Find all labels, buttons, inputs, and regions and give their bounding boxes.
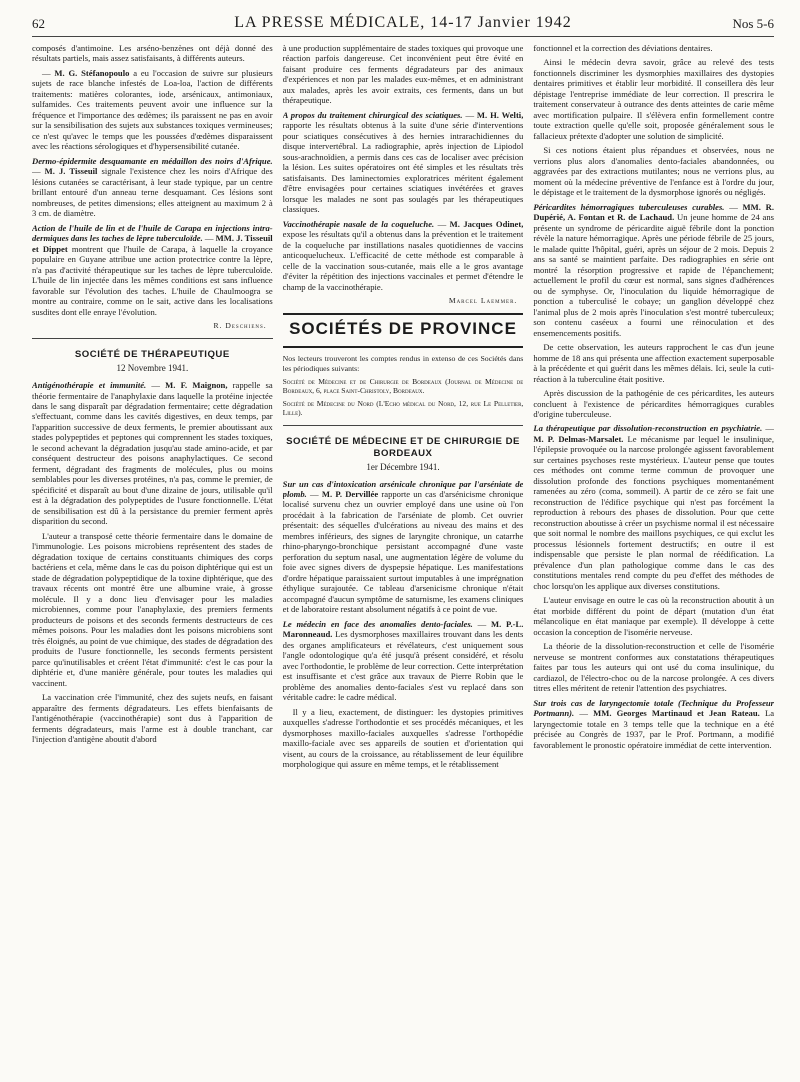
topic-title: Sur trois cas de laryngectomie totale (Technique du Professeur Portmann). xyxy=(533,697,775,719)
paragraph: Péricardites hémorragiques tuberculeuses curables. — MM. R. Dupérié, A. Fontan et R. de Lachaud. Un jeune homme de 24 ans présente un syndrome de péricardite aiguë fébrile dont la ponction révèle la nature hémorragique. Après une période fébrile de 25 jours, le malade quitte l'hôpital, guéri, après un séjour de 2 mois. Depuis 2 ans sa santé se maintient parfaite. Des radiographies en série ont montré la résorption progressive et rapide de l'épanchement; actuellement le profil du cœur est normal, sans signes d'adhérences ou de symphyse. Or, l'inoculation du liquide hémorragique de ponction a tuberculisé le cobaye; un ganglion développé chez l'animal plus de 2 mois après l'inoculation s'est montré tuberculeux; son contenu caséeux a fourni une réinoculation et des ensemencements positifs. xyxy=(533,201,775,338)
author: M. P. Dervillée xyxy=(321,488,379,499)
column-3 xyxy=(533,43,774,1081)
paragraph: Sur trois cas de laryngectomie totale (Technique du Professeur Portmann). — MM. Georges Martinaud et Jean Rateau. La laryngectomie totale en 3 temps telle que la technique en a été précisée au Congrès de 1937, par le Prof. Portmann, a modifié favorablement le pronostic opératoire immédiat de cette intervention. xyxy=(533,697,775,750)
page-header xyxy=(32,14,774,37)
author: M. G. Stéfanopoulo xyxy=(54,67,130,78)
column-2 xyxy=(283,43,524,1081)
paragraph: Dermo-épidermite desquamante en médaillon des noirs d'Afrique. — M. J. Tisseuil signale l'existence chez les noirs d'Afrique des lésions cutanées se caractérisant, à leur stade typique, par un centre brillant entouré d'un anneau terne desquamant. Ces lésions sont nombreuses, de petites dimensions; elles atteignent au maximum 2 à 3 cm. de diamètre. xyxy=(32,155,273,219)
divider xyxy=(283,346,524,348)
topic-title: Vaccinothérapie nasale de la coqueluche. xyxy=(282,218,435,229)
author: M. H. Welti, xyxy=(476,109,524,120)
journal-entry: Société de Médecine du Nord (L'Echo médical du Nord, 12, rue Le Pelletier, Lille). xyxy=(282,398,524,417)
author: M. P. Delmas-Marsalet. xyxy=(533,433,624,444)
issue-number: Nos 5-6 xyxy=(732,16,774,31)
divider xyxy=(32,338,273,339)
body-text: montrent que l'huile de Carapa, à laquelle la croyance populaire en Guyane attribue une action protectrice contre la lèpre, n'a pas d'activité thérapeutique sur les taches de lèpre tuberculoïde. L'huile de lin injectée dans les mêmes conditions est sans influence favorable sur l'évolution des taches. L'huile de Chaulmoogra se montre au contraire, comme on le sait, active dans les localisations susdites dont elle enraye l'évolution. xyxy=(32,243,273,317)
paragraph: Il y a lieu, exactement, de distinguer: les dystopies primitives auxquelles s'adresse l'orthodontie et ses procédés mécaniques, et les dysmorphoses maxillo-faciales auxquelles s'adresse l'orthopédie maxillo-faciale avec ses appareils de soutien et d'orientation qui visent, au cours de la croissance, au rétablissement de leur équilibre morphologique qui assure en même temps, et le rétablissement xyxy=(282,706,524,770)
journal-entry: Société de Médecine et de Chirurgie de Bordeaux (Journal de Médecine de Bordeaux, 6, place Saint-Christoly, Bordeaux. xyxy=(282,377,524,396)
paragraph: — M. G. Stéfanopoulo a eu l'occasion de suivre sur plusieurs sujets de race blanche infestés de Loa-loa, l'action de différents traitements: matières colorantes, iode, arsénicaux, antimoniaux, sulfamides. Ces traitements peuvent avoir une influence sur la fréquence et l'importance des œdèmes; ils paraissent ne pas en avoir sur la sensibilisation des sujets aux substances toxiques vermineuses; ce n'est qu'avec le temps que les poussées d'œdèmes disparaissent avec les réactions sérologiques et d'hypersensibilité cutanée. xyxy=(32,67,273,152)
paragraph: L'auteur envisage en outre le cas où la reconstruction aboutit à un état morbide différent du point de départ (mutation d'un état mélancolique en état maniaque par exemple). Il développe à cette occasion la conception de l'isomérie nerveuse. xyxy=(533,595,775,637)
paragraph: à une production supplémentaire de stades toxiques qui provoque une réaction parfois dangereuse. Cet inconvénient peut être évité en faisant produire ces ferments dégradateurs par des animaux d'expériences et non par les malades eux-mêmes, et en administrant aux malades, après les avoir extraits, ces ferments, dans un but thérapeutique. xyxy=(282,43,524,106)
paragraph: La thérapeutique par dissolution-reconstruction en psychiatrie. — M. P. Delmas-Marsalet. Le mécanisme par lequel le insulinique, l'épilepsie provoquée ou la narcose prolongée agissent favorablement sur certaines psychoses reste mystérieux. L'auteur pense que toutes ces méthodes ont comme terme commun de provoquer une dissolution profonde des fonctions psychiques momentanément ramenées au zéro (coma, sommeil). A partir de ce zéro se fait une reconstruction de l'édifice psychique qui n'est pas forcément la reproduction à rebours des phases de dissolution. Pour que cette reconstruction aboutisse à créer un psychisme normal il est nécessaire que soit normal le nombre des maillons psychiques, ce qui exclut les processus lésionnels fortement destructifs; en outre il est indispensable que persiste le plan normal de réédification. La prévalence d'un plan pathologique comme dans le cas des constitutions mentales rend compte du peu d'effet des méthodes de choc lorsqu'on les applique aux diverses constitutions. xyxy=(533,423,775,591)
paragraph: La théorie de la dissolution-reconstruction et celle de l'isomérie nerveuse se montrent conformes aux constatations thérapeutiques faites par tous les auteurs qui ont usé du coma insulinique, du cardiazol, de l'électro-choc ou de la narcose prolongée. A ces divers titres elles méritent de retenir l'attention des psychiatres. xyxy=(533,641,775,694)
paragraph: Si ces notions étaient plus répandues et observées, nous ne verrions plus alors d'anomalies dento-faciales abandonnées, ou aggravées par des extractions mutilantes; nous ne verrions plus, au moment où la médecine préventive de l'enfance est à l'ordre du jour, le dépistage et le traitement de la dysmorphose ignorés ou négligés. xyxy=(533,145,775,198)
paragraph: Vaccinothérapie nasale de la coqueluche. — M. Jacques Odinet, expose les résultats qu'il a obtenus dans la prévention et le traitement de la coqueluche par instillations nasales quotidiennes de vaccins anticoquelucheux. L'efficacité de cette méthode est comparable à celle de la vaccination sous-cutanée, mais elle a le gros avantage d'éviter la répétition des injections vaccinales et permet d'étendre le champ de la vaccinothérapie. xyxy=(282,218,524,292)
signature: Marcel Laemmer. xyxy=(448,296,518,306)
body-text: signale l'existence chez les noirs d'Afrique des lésions cutanées se caractérisant, à leur stade typique, par un centre brillant entouré d'un anneau terne desquamant. Ces lésions sont nombreuses, de petites dimensions; elles atteignent au maximum 2 à 3 cm. de diamètre. xyxy=(32,166,273,219)
topic-title: Le médecin en face des anomalies dento-faciales. xyxy=(282,618,473,629)
divider xyxy=(283,313,524,315)
text-columns xyxy=(32,43,774,1081)
paragraph: A propos du traitement chirurgical des sciatiques. — M. H. Welti, rapporte les résultats obtenus à la suite d'une série d'interventions pour sciatiques consécutives à des hernies intrarachidiennes du disque intervertébral. La radiographie, après injection de Lipiodol sous-arachnoïdien, a permis dans ces cas de localiser avec précision la lésion. Les suites opératoires ont été simples et les résultats très satisfaisants. Des laminectomies exploratrices méritent également d'être envisagées pour certaines sciatiques invétérées et graves lorsque les malades ne sont pas soulagés par les thérapeutiques classiques. xyxy=(282,109,524,215)
body-text: a eu l'occasion de suivre sur plusieurs sujets de race blanche infestés de Loa-loa, l'action de différents traitements: matières colorantes, iode, arsénicaux, antimoniaux, sulfamides. Ces traitements peuvent avoir une influence sur la fréquence et l'importance des œdèmes; ils paraissent ne pas en avoir sur la sensibilisation des sujets aux substances toxiques vermineuses; ce n'est qu'avec le temps que les poussées d'œdèmes disparaissent avec les réactions sérologiques et d'hypersensibilité cutanée. xyxy=(32,67,273,152)
body-text: rapporte un cas d'arsénicisme chronique localisé survenu chez un ouvrier employé dans une usine où l'on procédait à la fabrication de l'arséniate de plomb. Cet ouvrier présentait: des séquelles d'ulcérations au niveau des mains et des membres inférieurs, des signes de laryngite chronique, un catarrhe rhino-pharyngo-bronchique persistant accompagné d'une vaste perforation du septum nasal, une augmentation légère de volume du foie avec signes divers de dyspepsie hépatique. Les manifestations d'ordre hépatique paraissaient surtout imputables à une imprégnation éthylique surajoutée. Ce tableau d'arsenicisme chronique n'était accompagné d'aucun symptôme de saturnisme, les examens cliniques et de laboratoire restant absolument négatifs à ce point de vue. xyxy=(282,488,524,615)
body-text: rapporte les résultats obtenus à la suite d'une série d'interventions pour sciatiques consécutives à des hernies intrarachidiennes du disque intervertébral. La radiographie, après injection de Lipiodol sous-arachnoïdien, a permis dans ces cas de localiser avec précision la lésion. Les suites opératoires ont été simples et les résultats très satisfaisants. Des laminectomies exploratrices méritent également d'être envisagées pour certaines sciatiques invétérées et graves lorsque les malades ne sont pas soulagés par les thérapeutiques classiques. xyxy=(282,120,524,215)
topic-title: A propos du traitement chirurgical des sciatiques. xyxy=(282,109,463,120)
paragraph: composés d'antimoine. Les arséno-benzènes ont déjà donné des résultats partiels, mais assez satisfaisants, à différents auteurs. xyxy=(32,43,273,64)
topic-title: La thérapeutique par dissolution-reconstruction en psychiatrie. xyxy=(533,423,763,434)
section-title: SOCIÉTÉ DE THÉRAPEUTIQUE xyxy=(74,349,230,361)
topic-title: Péricardites hémorragiques tuberculeuses curables. xyxy=(533,201,725,212)
paragraph: La vaccination crée l'immunité, chez des sujets neufs, en faisant apparaître des ferments dégradateurs. Les effets bienfaisants de l'antigénothérapie (vaccinothérapie) sont dus à l'apparition de ferments dégradateurs, mais l'arme est à double tranchant, car l'injection d'antigène aboutit d'abord xyxy=(32,692,273,745)
topic-title: Dermo-épidermite desquamante en médaillon des noirs d'Afrique. xyxy=(32,155,273,166)
body-text: Un jeune homme de 24 ans présente un syndrome de péricardite aiguë fébrile dont la ponction révèle la nature hémorragique. Après une période fébrile de 25 jours, le malade quitte l'hôpital, guéri, après un séjour de 2 mois. Depuis 2 ans sa santé se maintient parfaite. Des radiographies en série ont montré la résorption progressive et rapide de l'épanchement; actuellement le profil du cœur est normal, sans signes d'adhérences ou de symphyse. Or, l'inoculation du liquide hémorragique de ponction a tuberculisé le cobaye; un ganglion développé chez l'animal plus de 2 mois après l'inoculation s'est montré tuberculeux; son contenu caséeux a fourni une réinoculation et des ensemencements positifs. xyxy=(533,212,775,338)
section-title: SOCIÉTÉ DE MÉDECINE ET DE CHIRURGIE DE BORDEAUX xyxy=(286,436,520,459)
column-1 xyxy=(32,43,273,1081)
divider xyxy=(283,425,524,426)
paragraph: Après discussion de la pathogénie de ces péricardites, les auteurs concluent à l'existence de péricardites hémorragiques curables d'origine tuberculeuse. xyxy=(533,388,775,419)
paragraph: fonctionnel et la correction des déviations dentaires. xyxy=(533,43,713,53)
journal-list xyxy=(283,377,524,417)
paragraph: Le médecin en face des anomalies dento-faciales. — M. P.-L. Maronneaud. Les dysmorphoses maxillaires trouvant dans les dents des organes amplificateurs et révélateurs, c'est uniquement sous l'angle odontologique qu'a été jusqu'à présent considéré, et résolu avec l'orthodontie, le problème de leur correction. Cette interprétation est insuffisante et c'est grâce aux travaux de Pierre Robin que le problème des anomalies dento-faciales s'est vu replacé dans son véritable cadre: le cadre médical. xyxy=(282,618,524,703)
section-date: 12 Novembre 1941. xyxy=(116,363,189,374)
paragraph: De cette observation, les auteurs rapprochent le cas d'un jeune homme de 18 ans qui présenta une affection exactement superposable à la précédente et qui guérit dans les mêmes délais. Ici, seule la cuti-réaction à la tuberculine était positive. xyxy=(533,342,775,384)
subscriber-notice: Nos lecteurs trouveront les comptes rendus in extenso de ces Sociétés dans les périodiques suivants: xyxy=(282,354,524,373)
author: M. P.-L. Maronneaud. xyxy=(282,618,524,640)
signature: R. Deschiens. xyxy=(213,321,267,331)
body-text: Le mécanisme par lequel le insulinique, l'épilepsie provoquée ou la narcose prolongée agissent favorablement sur certaines psychoses reste mystérieux. L'auteur pense que toutes ces méthodes ont comme terme commun de provoquer une dissolution profonde des fonctions psychiques momentanément ramenées au zéro (coma, sommeil). A partir de ce zéro se fait une reconstruction de l'édifice psychique qui n'est pas forcément la reproduction à rebours des phases de dissolution. Pour que cette reconstruction aboutisse à créer un psychisme normal il est nécessaire que soit normal le nombre des maillons psychiques, ce qui exclut les processus lésionnels fortement destructifs; en outre il est indispensable que persiste le plan normal de réédification. La prévalence d'un plan pathologique comme dans le cas des constitutions mentales rend compte du peu d'effet des méthodes de choc lorsqu'on les applique aux diverses constitutions. xyxy=(533,433,775,591)
topic-title: Antigénothérapie et immunité. xyxy=(32,380,147,391)
paragraph: Action de l'huile de lin et de l'huile de Carapa en injections intra-dermiques dans les taches de lèpre tuberculoïde. — MM. J. Tisseuil et Dippet montrent que l'huile de Carapa, à laquelle la croyance populaire en Guyane attribue une action protectrice contre la lèpre, n'a pas d'activité thérapeutique sur les taches de lèpre tuberculoïde. L'huile de lin injectée dans les mêmes conditions est sans influence favorable sur l'évolution des taches. L'huile de Chaulmoogra se montre au contraire, comme on le sait, active dans les localisations susdites dont elle enraye l'évolution. xyxy=(32,222,273,317)
journal-title: LA PRESSE MÉDICALE, 14-17 Janvier 1942 xyxy=(234,14,572,31)
author: MM. Georges Martinaud et Jean Rateau. xyxy=(593,708,760,719)
paragraph: Ainsi le médecin devra savoir, grâce au relevé des tests fonctionnels discriminer les dysmorphies maxillaires des dystopies dentaires primitives et établir leur morbidité. Il conseillera dès leur dépistage l'entreprise immédiate de leur correction. Il prescrira le traitement conservateur à outrance des dents atteintes de carie même avec mortification pulpaire. Il s'élèvera enfin formellement contre toute extraction quelle qu'elle soit, proposée généralement sous le fallacieux prétexte d'adopter une solution de simplicité. xyxy=(533,57,775,141)
author: M. F. Maignon, xyxy=(165,380,228,391)
section-banner: SOCIÉTÉS DE PROVINCE xyxy=(289,319,517,339)
paragraph: L'auteur a transposé cette théorie fermentaire dans le domaine de l'immunologie. Les poisons microbiens représentent des stades de dégradation toxique de certains constituants chimiques des corps bactériens et cela, même dans le cas du poison diphtérique qui est un stade de dégradation polypeptidique de la toxine diphtérique, que des travaux récents ont montré être une albumine vraie, à grosse molécule. Il y a donc lieu d'envisager pour les maladies microbiennes, comme pour l'anaphylaxie, des premiers ferments producteurs de poisons et des seconds ferments destructeurs de ces mêmes poisons. Pour les maladies dont les poisons microbiens sont très éloignés, au point de vue chimique, des stades de dégradation des produits de l'usure fonctionnelle, les seconds ferments persistent parce qu'inutilisables et créent l'état d'immunité: c'est le cas pour la diphtérie et, d'une manière générale, pour toutes les maladies qui vaccinent. xyxy=(32,530,273,688)
paragraph: Sur un cas d'intoxication arsénicale chronique par l'arséniate de plomb. — M. P. Dervillée rapporte un cas d'arsénicisme chronique localisé survenu chez un ouvrier employé dans une usine où l'on procédait à la fabrication de l'arséniate de plomb. Cet ouvrier présentait: des séquelles d'ulcérations au niveau des mains et des membres inférieurs, des signes de laryngite chronique, un catarrhe rhino-pharyngo-bronchique persistant accompagné d'une vaste perforation du septum nasal, une augmentation légère de volume du foie avec signes divers de dyspepsie hépatique. Les manifestations d'ordre hépatique paraissaient surtout imputables à une imprégnation éthylique surajoutée. Ce tableau d'arsenicisme chronique n'était accompagné d'aucun symptôme de saturnisme, les examens cliniques et de laboratoire restant absolument négatifs à ce point de vue. xyxy=(282,478,524,615)
author: M. Jacques Odinet, xyxy=(449,218,524,229)
author: M. J. Tisseuil xyxy=(44,166,98,177)
body-text: rappelle sa théorie fermentaire de l'anaphylaxie dans laquelle la protéine injectée dans le sang disparaît par dégradation fermentaire; cette dégradation s'effectuant, comme dans les cavités digestives, en deux temps, par l'apparition successive de deux ferments, le premier aboutissant aux stades polypeptides et peptones qui comprennent les stades toxiques, le second achevant la dégradation jusqu'au stade amino-acide, et par conséquent destructeur des poisons anaphylactiques. Ce second ferment, dégradant des fragments de molécules, plus ou moins semblables pour les diverses protéines, n'a pas, comme le premier, de spécificité et disparaît au bout d'une dizaine de jours, utilisable qu'il est à la dégradation des polypeptides de l'usure fonctionnelle. L'état de sensibilisation est dû à la persistance du premier ferment après disparition du second. xyxy=(32,380,273,527)
author: MM. J. Tisseuil et Dippet xyxy=(32,233,273,254)
body-text: Les dysmorphoses maxillaires trouvant dans les dents des organes amplificateurs et révélateurs, c'est uniquement sous l'angle odontologique qu'a été jusqu'à présent considéré, et résolu avec l'orthodontie, le problème de leur correction. Cette interprétation est insuffisante et c'est grâce aux travaux de Pierre Robin que le problème des anomalies dento-faciales s'est vu replacé dans son véritable cadre: le cadre médical. xyxy=(282,629,524,703)
paragraph: Antigénothérapie et immunité. — M. F. Maignon, rappelle sa théorie fermentaire de l'anaphylaxie dans laquelle la protéine injectée dans le sang disparaît par dégradation fermentaire; cette dégradation s'effectuant, comme dans les cavités digestives, en deux temps, par l'apparition successive de deux ferments, le premier aboutissant aux stades polypeptides et peptones qui comprennent les stades toxiques, le second achevant la dégradation jusqu'au stade amino-acide, et par conséquent destructeur des poisons anaphylactiques. Ce second ferment, dégradant des fragments de molécules, plus ou moins semblables pour les diverses protéines, n'a pas, comme le premier, de spécificité et disparaît au bout d'une dizaine de jours, utilisable qu'il est à la dégradation des polypeptides de l'usure fonctionnelle. L'état de sensibilisation est dû à la persistance du premier ferment après disparition du second. xyxy=(32,380,273,527)
page-number: 62 xyxy=(32,16,45,31)
topic-title: Sur un cas d'intoxication arsénicale chronique par l'arséniate de plomb. xyxy=(282,478,524,499)
section-date: 1er Décembre 1941. xyxy=(366,461,440,472)
topic-title: Action de l'huile de lin et de l'huile de Carapa en injections intra-dermiques dans les taches de lèpre tuberculoïde. xyxy=(32,222,273,244)
body-text: La laryngectomie totale en 3 temps telle que la technique en a été précisée au Congrès de 1937, par le Prof. Portmann, a modifié favorablement le pronostic opératoire immédiat de cette intervention. xyxy=(533,708,775,750)
body-text: expose les résultats qu'il a obtenus dans la prévention et le traitement de la coqueluche par instillations nasales quotidiennes de vaccins anticoquelucheux. L'efficacité de cette méthode est comparable à celle de la vaccination sous-cutanée, mais elle a le gros avantage d'éviter la répétition des injections vaccinales et permet d'étendre le champ de la vaccinothérapie. xyxy=(282,229,524,292)
author: MM. R. Dupérié, A. Fontan et R. de Lachaud. xyxy=(533,201,775,223)
